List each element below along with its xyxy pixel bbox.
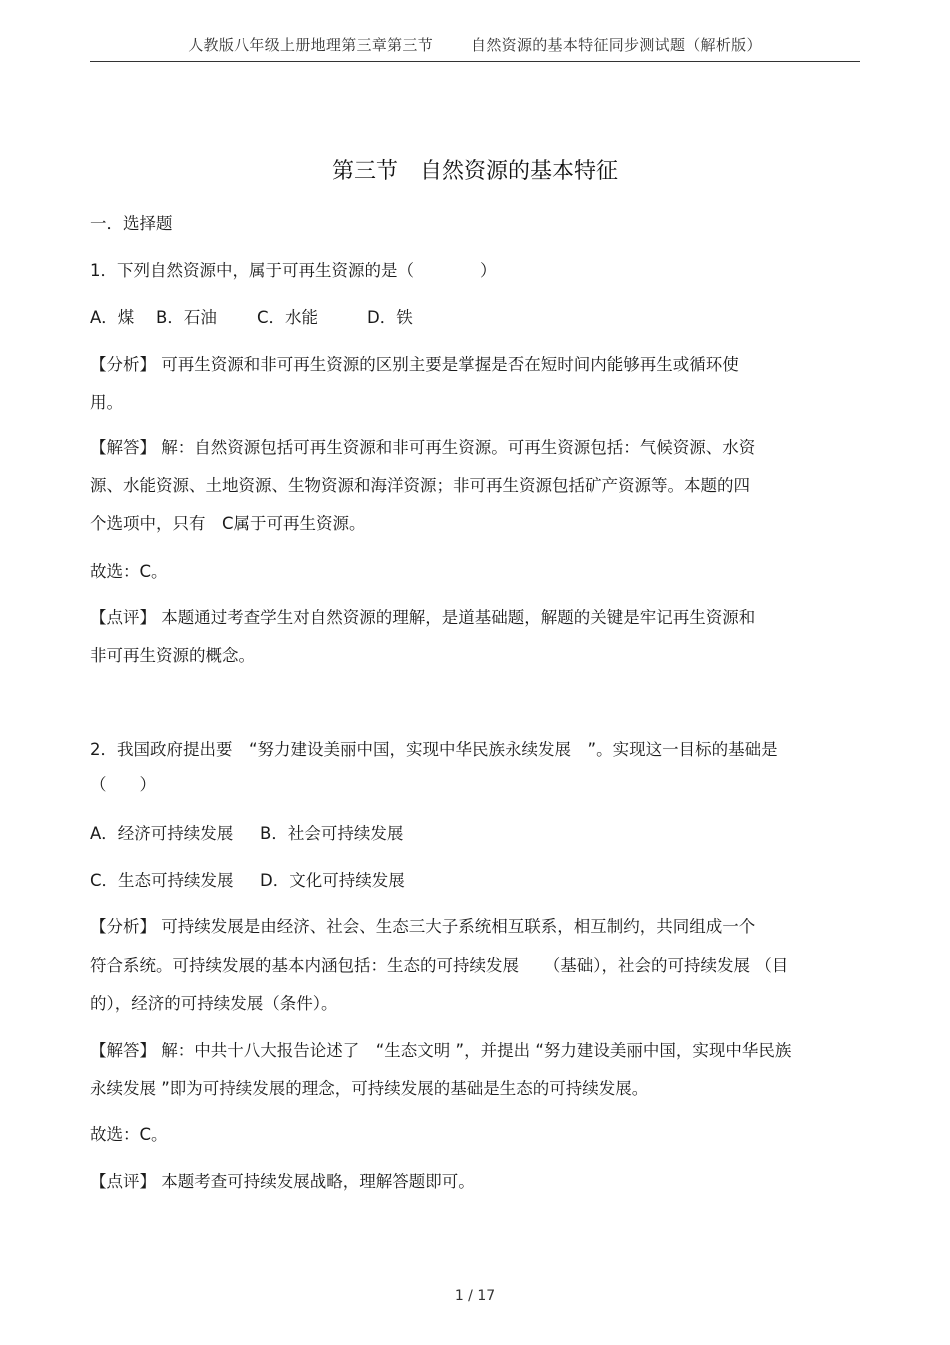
q2-options-row-1	[90, 823, 403, 845]
header-right-text: 自然资源的基本特征同步测试题（解析版）	[471, 36, 762, 54]
page-header	[90, 34, 860, 55]
q1-answer-line-3: 个选项中，只有 C属于可再生资源。	[90, 514, 366, 533]
page-title	[90, 154, 860, 185]
title-part-1: 第三节	[331, 159, 398, 184]
q1-answer-line-2: 源、水能资源、土地资源、生物资源和海洋资源；非可再生资源包括矿产资源等。本题的四	[90, 476, 750, 495]
q2-choice: 故选：C。	[90, 1125, 168, 1144]
q2-options-row-2	[90, 870, 405, 892]
q1-analysis-line-2: 用。	[90, 393, 123, 412]
q1-options	[90, 307, 413, 329]
q2-analysis-line-3: 的），经济的可持续发展（条件）。	[90, 994, 338, 1013]
q2-option-a: A．经济可持续发展	[90, 824, 234, 843]
q1-option-a: A．煤	[90, 308, 135, 327]
q1-option-b: B．石油	[156, 308, 217, 327]
q2-analysis-line-1: 【分析】 可持续发展是由经济、社会、生态三大子系统相互联系，相互制约，共同组成一个	[90, 917, 756, 936]
title-part-2: 自然资源的基本特征	[420, 159, 619, 184]
q1-comment-line-1: 【点评】 本题通过考查学生对自然资源的理解，是道基础题，解题的关键是牢记再生资源和	[90, 608, 756, 627]
header-left-text: 人教版八年级上册地理第三章第三节	[188, 36, 434, 54]
q2-answer-line-2: 永续发展 ”即为可持续发展的理念，可持续发展的基础是生态的可持续发展。	[90, 1079, 649, 1098]
q2-analysis-line-2: 符合系统。可持续发展的基本内涵包括：生态的可持续发展 （基础），社会的可持续发展 （目	[90, 956, 789, 975]
q1-comment-line-2: 非可再生资源的概念。	[90, 646, 255, 665]
q1-answer-line-1: 【解答】 解：自然资源包括可再生资源和非可再生资源。可再生资源包括：气候资源、水资	[90, 438, 756, 457]
q2-option-d: D．文化可持续发展	[260, 871, 405, 890]
q1-analysis-line-1: 【分析】 可再生资源和非可再生资源的区别主要是掌握是否在短时间内能够再生或循环使	[90, 355, 739, 374]
q1-option-c: C．水能	[257, 308, 319, 327]
q1-option-d: D．铁	[367, 308, 413, 327]
section-heading: 一．选择题	[90, 214, 173, 233]
page-number: 1 / 17	[454, 1288, 496, 1304]
q1-choice: 故选：C。	[90, 562, 168, 581]
q2-stem-line-1: 2．我国政府提出要 “努力建设美丽中国，实现中华民族永续发展 ”。实现这一目标的基础是	[90, 740, 778, 759]
q1-stem: 1．下列自然资源中，属于可再生资源的是（ ）	[90, 261, 497, 280]
q2-option-c: C．生态可持续发展	[90, 871, 234, 890]
q2-answer-line-1: 【解答】 解：中共十八大报告论述了 “生态文明 ”，并提出 “努力建设美丽中国，实现中华民族	[90, 1041, 792, 1060]
q2-stem-line-2: （ ）	[90, 775, 156, 794]
q2-option-b: B．社会可持续发展	[260, 824, 404, 843]
header-rule	[90, 61, 860, 62]
q2-comment-line-1: 【点评】 本题考查可持续发展战略，理解答题即可。	[90, 1172, 475, 1191]
